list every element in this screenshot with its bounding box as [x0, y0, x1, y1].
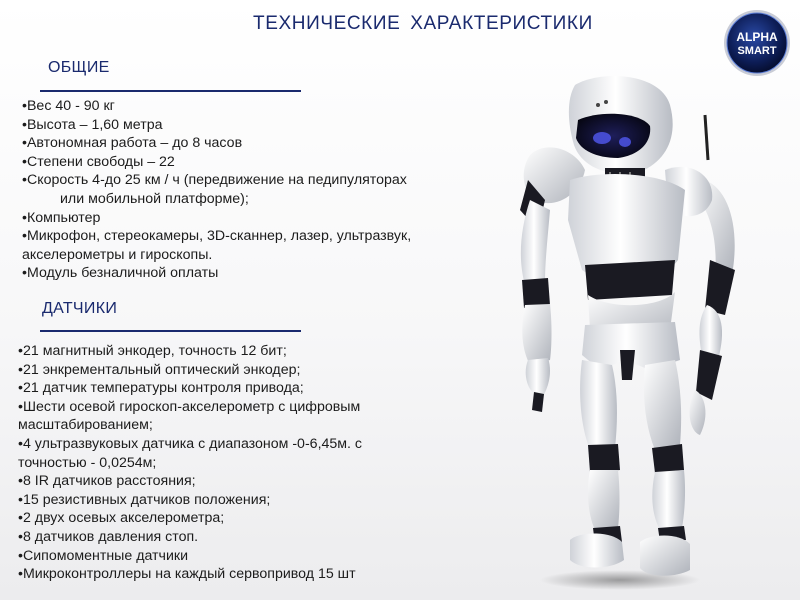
list-item: • 15 резистивных датчиков положения; — [18, 491, 498, 510]
list-item-continuation: или мобильной платформе); — [60, 190, 249, 207]
humanoid-robot-image — [500, 60, 800, 600]
list-item: • 2 двух осевых акселерометра; — [18, 509, 498, 528]
list-item: • Высота – 1,60 метра — [22, 116, 492, 135]
list-item: • 8 датчиков давления стоп. — [18, 528, 498, 547]
list-item: • Степени свободы – 22 — [22, 153, 492, 172]
list-item: • Микрофон, стереокамеры, 3D-сканнер, лазер, ультразвук, акселерометры и гироскопы. — [22, 227, 492, 264]
list-item: • Автономная работа – до 8 часов — [22, 134, 492, 153]
logo-text-smart: SMART — [737, 45, 777, 57]
list-item: • Скорость 4-до 25 км / ч (передвижение на педипуляторах или мобильной платформе); — [22, 171, 492, 208]
section-divider — [40, 90, 301, 92]
list-item: • Модуль безналичной оплаты — [22, 264, 492, 283]
list-item: • Сипомоментные датчики — [18, 547, 498, 566]
list-item: • 4 ультразвуковых датчика с диапазоном -0-6,45м. с точностью - 0,0254м; — [18, 435, 498, 472]
list-item-continuation: масштабированием; — [18, 417, 153, 434]
list-item: • 8 IR датчиков расстояния; — [18, 472, 498, 491]
slide-title: ТЕХНИЧЕСКИЕ ХАРАКТЕРИСТИКИ — [253, 13, 593, 34]
list-item-continuation: точностью - 0,0254м; — [18, 454, 157, 471]
list-item: • Микроконтроллеры на каждый сервопривод 15 шт — [18, 565, 498, 584]
section-heading-general: ОБЩИЕ — [48, 59, 110, 76]
sensor-spec-list — [18, 342, 498, 584]
logo-text-alpha: ALPHA — [736, 30, 778, 44]
list-item: • Шести осевой гироскоп-акселерометр с цифровым масштабированием; — [18, 398, 498, 435]
list-item-continuation: акселерометры и гироскопы. — [22, 246, 213, 263]
list-item: • 21 энкрементальный оптический энкодер; — [18, 361, 498, 380]
list-item: • 21 датчик температуры контроля привода; — [18, 379, 498, 398]
general-spec-list — [22, 97, 492, 283]
list-item: • Вес 40 - 90 кг — [22, 97, 492, 116]
section-divider — [40, 330, 301, 332]
section-heading-sensors: ДАТЧИКИ — [42, 300, 118, 317]
list-item: • 21 магнитный энкодер, точность 12 бит; — [18, 342, 498, 361]
list-item: • Компьютер — [22, 209, 492, 228]
